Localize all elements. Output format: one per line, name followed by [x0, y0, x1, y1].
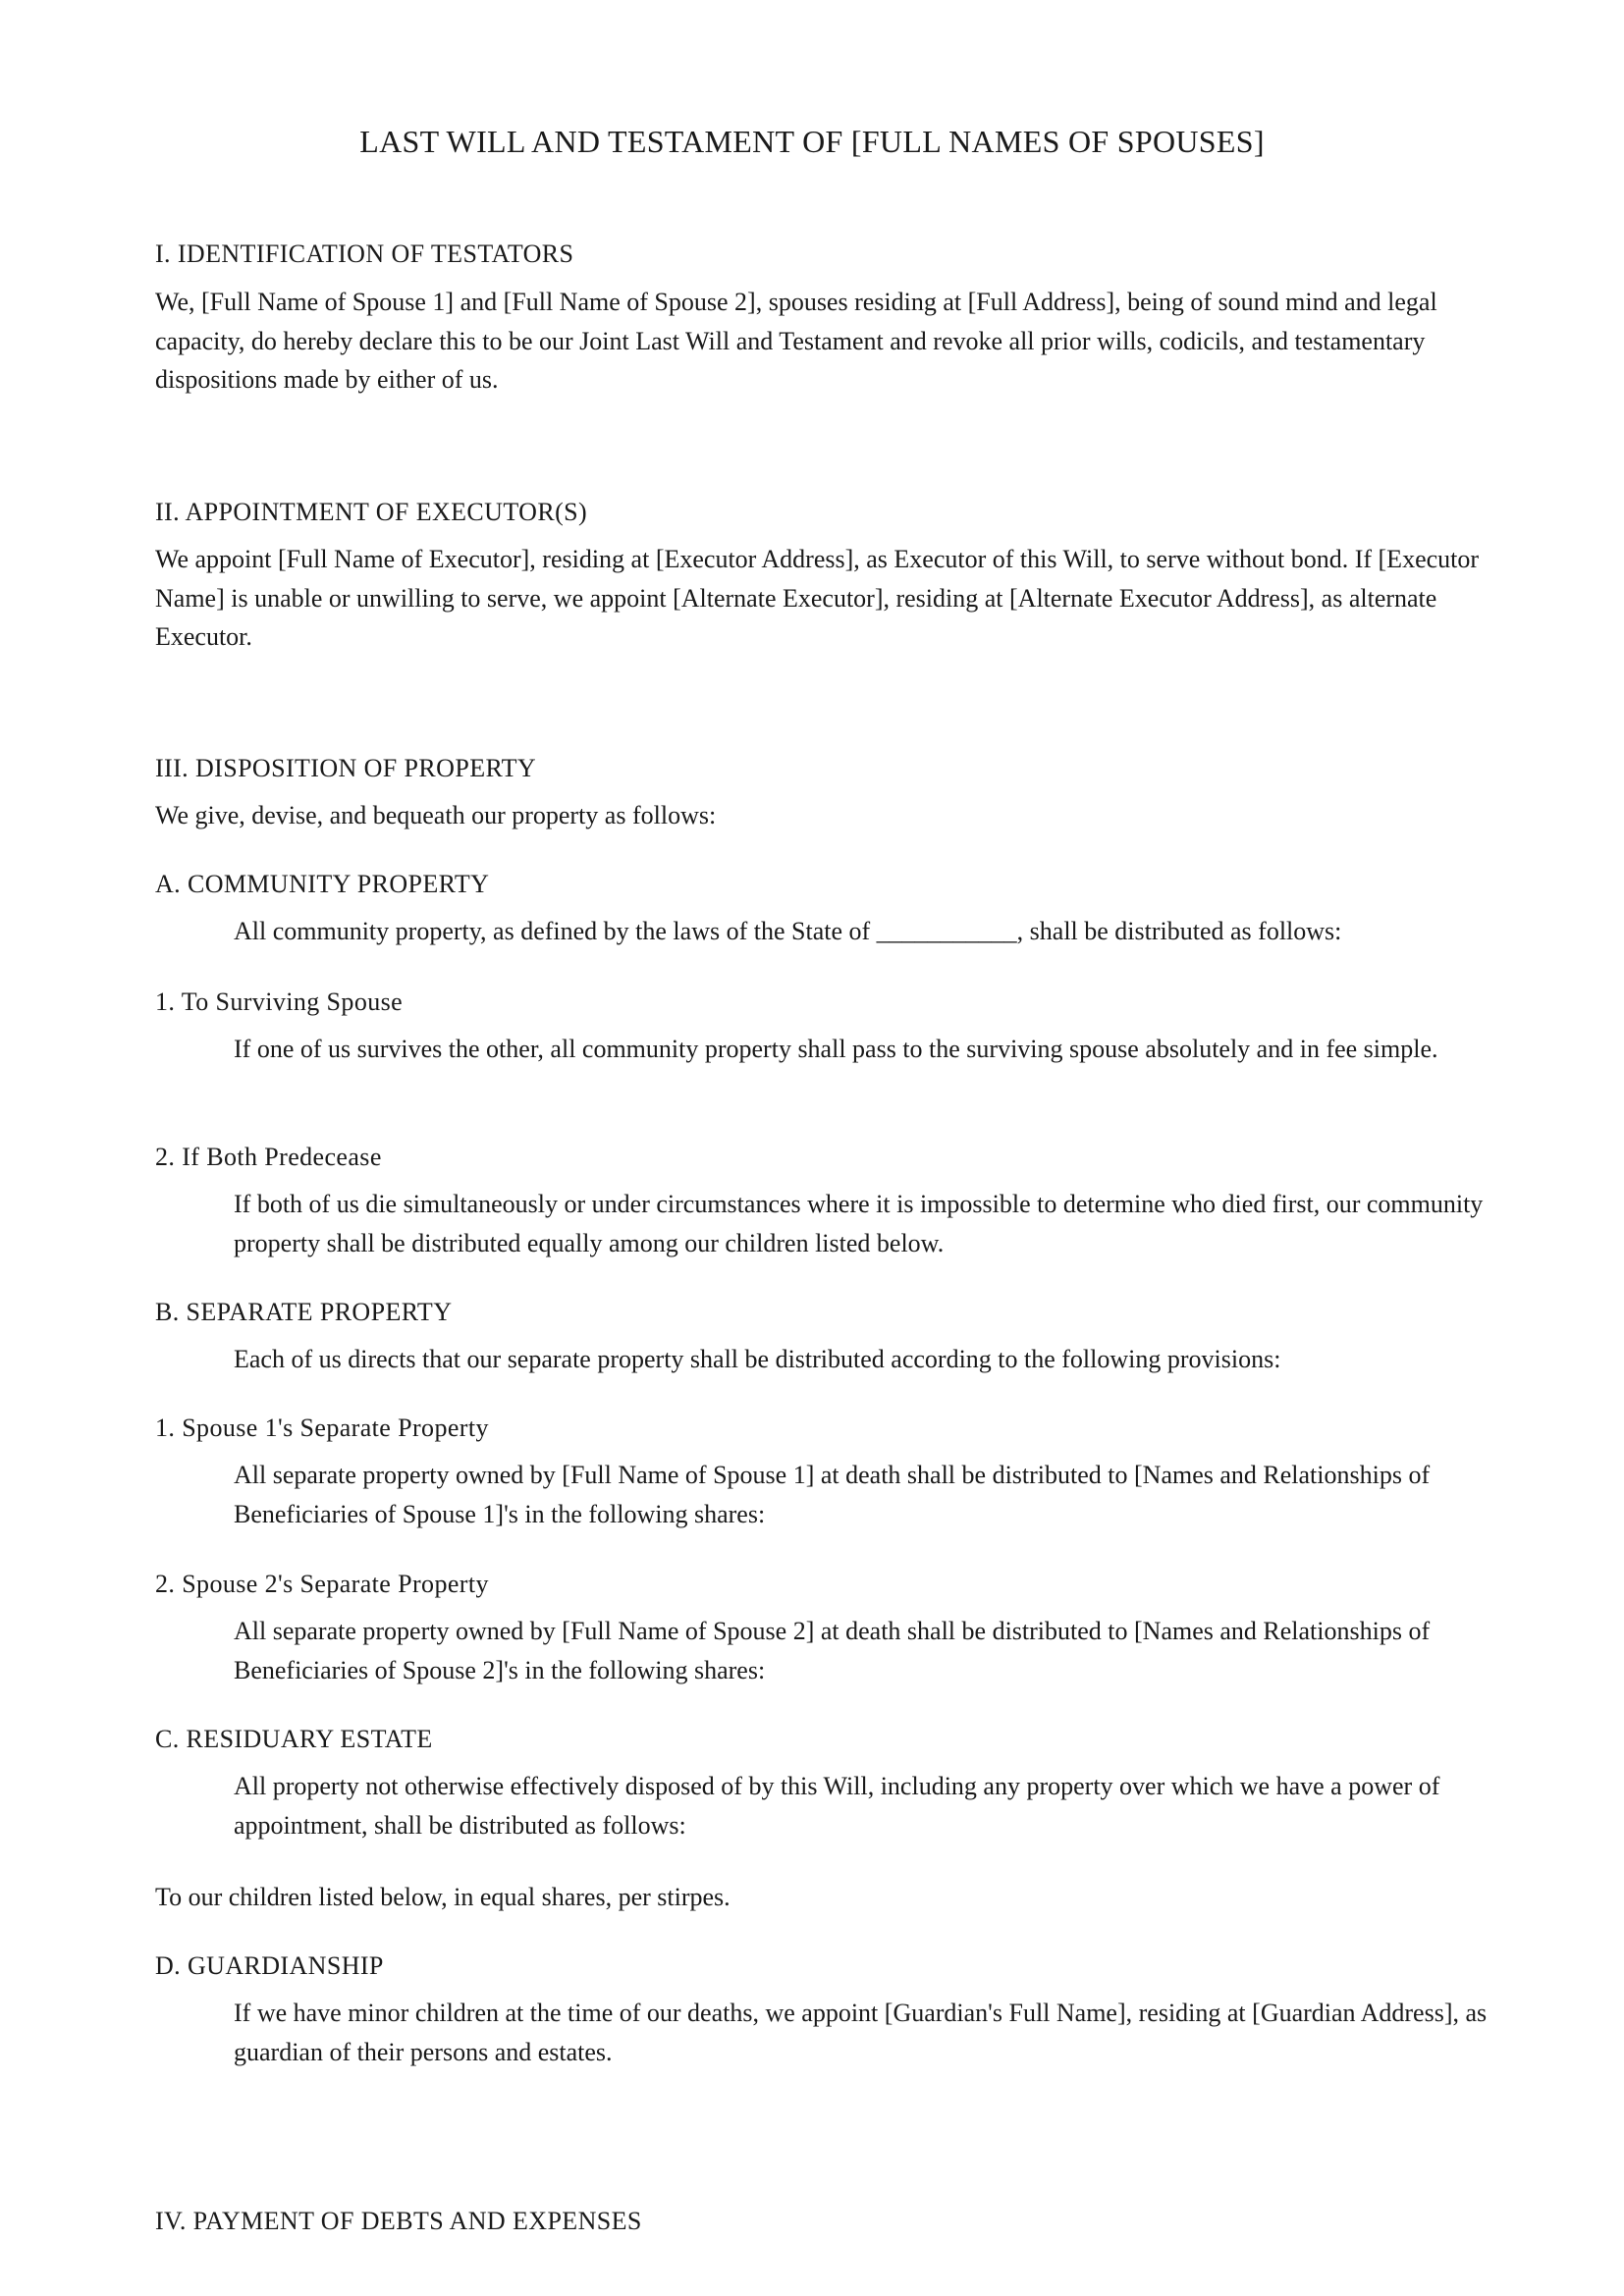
document-title: LAST WILL AND TESTAMENT OF [FULL NAMES OF SPOUSES] — [359, 124, 1265, 159]
subsection-heading-residuary-estate: C. RESIDUARY ESTATE — [155, 1725, 433, 1753]
section-heading-disposition: III. DISPOSITION OF PROPERTY — [155, 754, 537, 782]
item-heading-both-predecease: 2. If Both Predecease — [155, 1143, 382, 1171]
item-heading-surviving-spouse: 1. To Surviving Spouse — [155, 988, 404, 1016]
item-heading-spouse2-separate: 2. Spouse 2's Separate Property — [155, 1570, 489, 1598]
subsection-heading-separate-property: B. SEPARATE PROPERTY — [155, 1298, 453, 1326]
residuary-followup-text: To our children listed below, in equal shares, per stirpes. — [155, 1883, 731, 1911]
section-text-identification: We, [Full Name of Spouse 1] and [Full Name of Spouse 2], spouses residing at [Full Address], being of sound mind and legal capacity, do hereby declare this to be our Joint Last Will and Testament and revoke all prior wills, codicils, and testamentary dispositions made by either of us. — [155, 288, 1437, 394]
section-heading-debts-expenses: IV. PAYMENT OF DEBTS AND EXPENSES — [155, 2207, 642, 2235]
section-text-executors: We appoint [Full Name of Executor], residing at [Executor Address], as Executor of this Will, to serve without bond. If [Executor Name] is unable or unwilling to serve, we appoint [Alternate Executor], residing at [Alternate Executor Address], as alternate Executor. — [155, 545, 1480, 651]
section-heading-executors: II. APPOINTMENT OF EXECUTOR(S) — [155, 498, 588, 526]
subsection-text-community-property: All community property, as defined by the laws of the State of ___________, shall be distributed as follows: — [234, 917, 1342, 945]
item-text-spouse2-separate: All separate property owned by [Full Name of Spouse 2] at death shall be distributed to [Names and Relationships of Beneficiaries of Spouse 2]'s in the following shares: — [234, 1617, 1431, 1684]
item-heading-spouse1-separate: 1. Spouse 1's Separate Property — [155, 1414, 489, 1442]
subsection-text-guardianship: If we have minor children at the time of our deaths, we appoint [Guardian's Full Name], residing at [Guardian Address], as guardian of their persons and estates. — [234, 1999, 1488, 2066]
item-text-surviving-spouse: If one of us survives the other, all community property shall pass to the surviving spouse absolutely and in fee simple. — [234, 1035, 1438, 1063]
subsection-text-separate-property: Each of us directs that our separate property shall be distributed according to the following provisions: — [234, 1345, 1281, 1373]
item-text-both-predecease: If both of us die simultaneously or under circumstances where it is impossible to determine who died first, our community property shall be distributed equally among our children listed below. — [234, 1190, 1484, 1257]
subsection-text-residuary-estate: All property not otherwise effectively disposed of by this Will, including any property over which we have a power of appointment, shall be distributed as follows: — [234, 1772, 1440, 1840]
section-heading-identification: I. IDENTIFICATION OF TESTATORS — [155, 240, 574, 268]
item-text-spouse1-separate: All separate property owned by [Full Name of Spouse 1] at death shall be distributed to [Names and Relationships of Beneficiaries of Spouse 1]'s in the following shares: — [234, 1461, 1431, 1528]
section-text-disposition-intro: We give, devise, and bequeath our property as follows: — [155, 801, 717, 829]
subsection-heading-community-property: A. COMMUNITY PROPERTY — [155, 870, 490, 898]
subsection-heading-guardianship: D. GUARDIANSHIP — [155, 1951, 384, 1980]
